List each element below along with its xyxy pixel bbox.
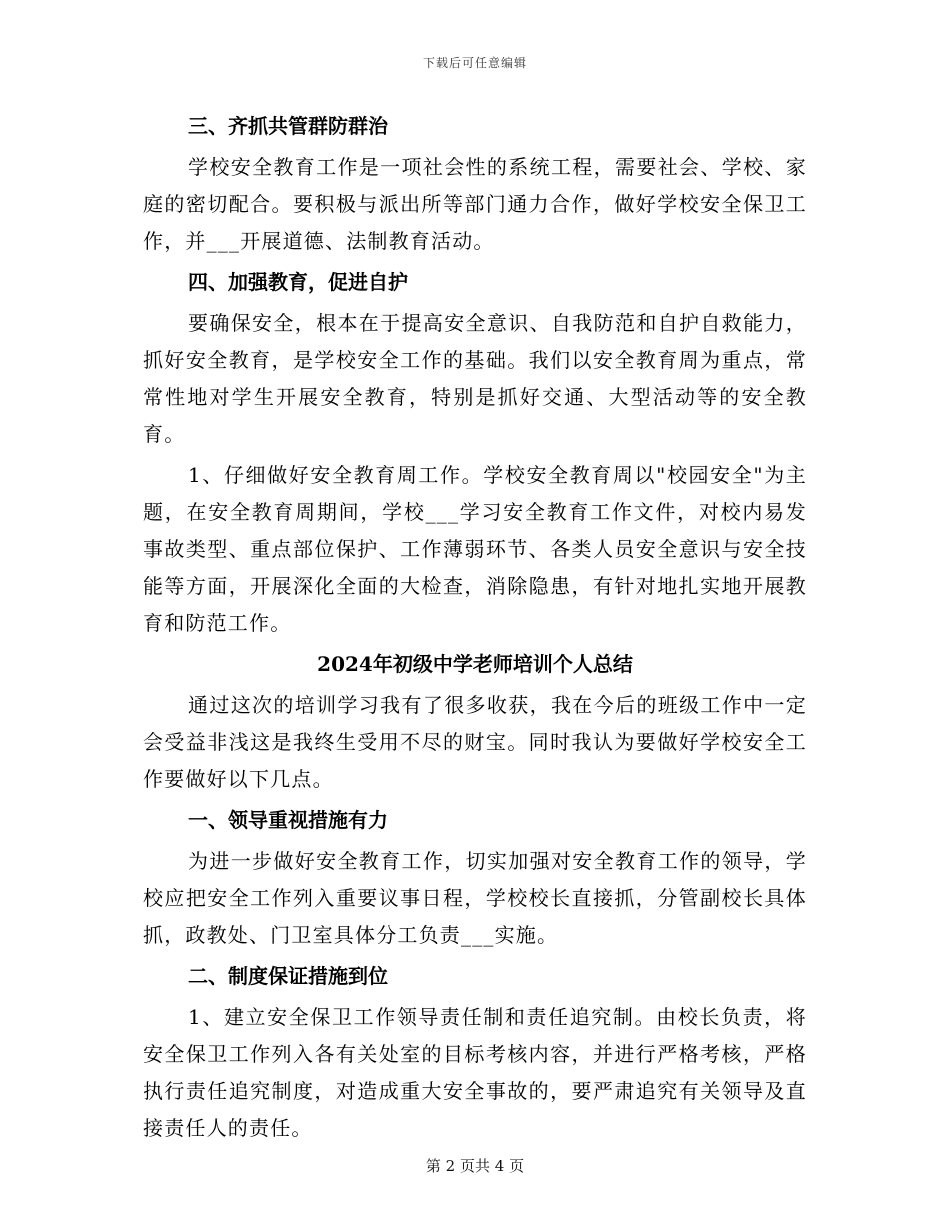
section-heading: 一、领导重视措施有力	[188, 808, 388, 832]
page-number: 第 2 页共 4 页	[425, 1157, 525, 1175]
document-body	[143, 108, 807, 1151]
paragraph: 1、仔细做好安全教育周工作。学校安全教育周以"校园安全"为主题，在安全教育周期间，学校___学习安全教育工作文件，对校内易发事故类型、重点部位保护、工作薄弱环节、各类人员安全意识与安全技能等方面，开展深化全面的大检查，消除隐患，有针对地扎实地开展教育和防范工作。	[143, 463, 807, 635]
paragraph: 为进一步做好安全教育工作，切实加强对安全教育工作的领导，学校应把安全工作列入重要议事日程，学校校长直接抓，分管副校长具体抓，政教处、门卫室具体分工负责___实施。	[143, 849, 807, 947]
paragraph: 通过这次的培训学习我有了很多收获，我在今后的班级工作中一定会受益非浅这是我终生受用不尽的财宝。同时我认为要做好学校安全工作要做好以下几点。	[143, 693, 807, 791]
paragraph: 学校安全教育工作是一项社会性的系统工程，需要社会、学校、家庭的密切配合。要积极与派出所等部门通力合作，做好学校安全保卫工作，并___开展道德、法制教育活动。	[143, 155, 807, 253]
paragraph: 1、建立安全保卫工作领导责任制和责任追究制。由校长负责，将安全保卫工作列入各有关处室的目标考核内容，并进行严格考核，严格执行责任追究制度，对造成重大安全事故的，要严肃追究有关领导及直接责任人的责任。	[143, 1005, 807, 1140]
section-heading: 四、加强教育，促进自护	[188, 270, 408, 294]
section-heading: 二、制度保证措施到位	[188, 964, 388, 988]
document-title: 2024年初级中学老师培训个人总结	[317, 652, 633, 676]
header-note: 下载后可任意编辑	[422, 56, 527, 70]
section-heading: 三、齐抓共管群防群治	[188, 114, 388, 138]
paragraph: 要确保安全，根本在于提高安全意识、自我防范和自护自救能力，抓好安全教育，是学校安全工作的基础。我们以安全教育周为重点，常常性地对学生开展安全教育，特别是抓好交通、大型活动等的安全教育。	[143, 311, 807, 446]
